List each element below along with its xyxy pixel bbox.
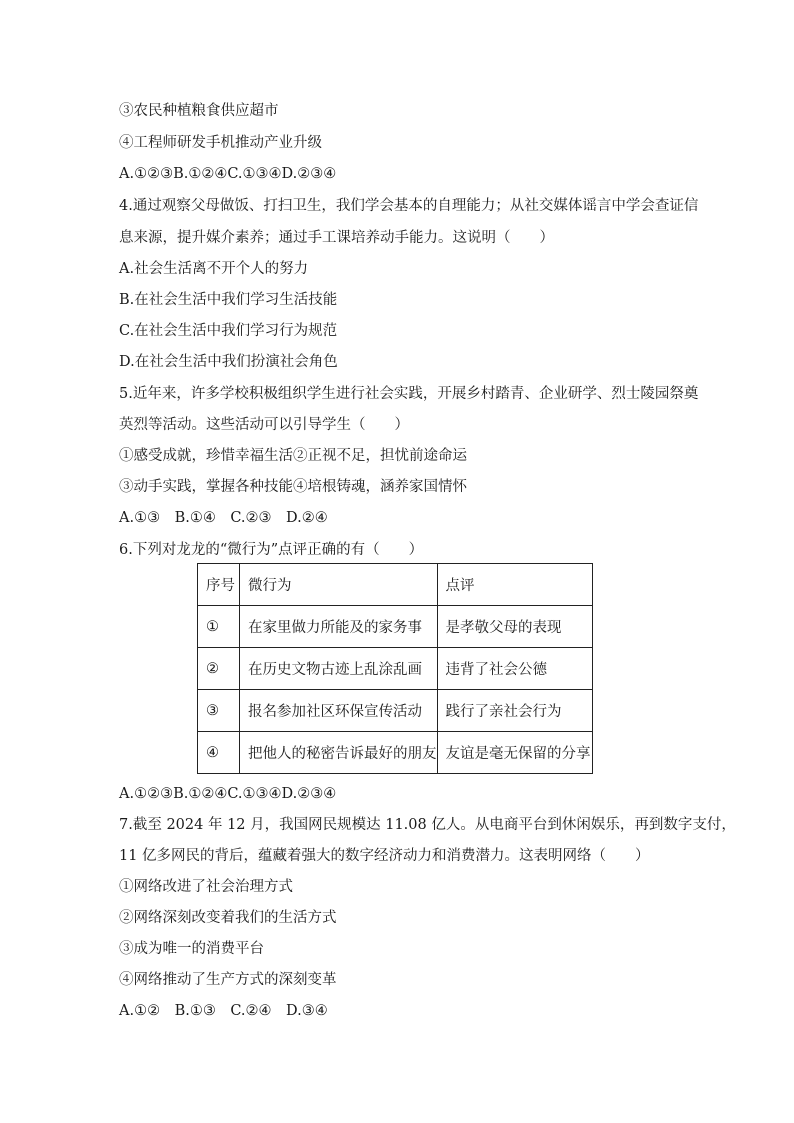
q5-statements-1-2: ①感受成就，珍惜幸福生活②正视不足，担忧前途命运 [119, 448, 467, 464]
table-row [198, 690, 593, 732]
option-line-4: ④工程师研发手机推动产业升级 [119, 135, 322, 151]
table-cell: 在历史文物古迹上乱涂乱画 [240, 648, 438, 690]
table-cell: ① [198, 606, 240, 648]
table-cell: 践行了亲社会行为 [437, 690, 592, 732]
q4-option-a: A.社会生活离不开个人的努力 [119, 261, 309, 277]
table-cell: 报名参加社区环保宣传活动 [240, 690, 438, 732]
table-cell: 违背了社会公德 [437, 648, 592, 690]
table-row [198, 648, 593, 690]
q7-statement-1: ①网络改进了社会治理方式 [119, 879, 293, 895]
table-cell: ② [198, 648, 240, 690]
question-4-stem-line1: 4.通过观察父母做饭、打扫卫生，我们学会基本的自理能力；从社交媒体谣言中学会查证信 [119, 198, 699, 214]
question-4-stem-line2: 息来源，提升媒介素养；通过手工课培养动手能力。这说明（ ） [119, 230, 554, 246]
q7-statement-3: ③成为唯一的消费平台 [119, 941, 264, 957]
question-7-stem-line2: 11 亿多网民的背后，蕴藏着强大的数字经济动力和消费潜力。这表明网络（ ） [119, 848, 650, 864]
table-cell: 友谊是毫无保留的分享 [437, 732, 592, 774]
q4-option-d: D.在社会生活中我们扮演社会角色 [119, 354, 338, 370]
question-7-stem-line1: 7.截至 2024 年 12 月，我国网民规模达 11.08 亿人。从电商平台到休闲娱乐，再到数字支付， [119, 817, 736, 833]
table-cell: 在家里做力所能及的家务事 [240, 606, 438, 648]
question-6-stem: 6.下列对龙龙的“微行为”点评正确的有（ ） [119, 542, 424, 558]
q5-statements-3-4: ③动手实践，掌握各种技能④培根铸魂，涵养家国情怀 [119, 479, 467, 495]
answer-choices-q5: A.①③ B.①④ C.②③ D.②④ [119, 510, 328, 526]
table-cell: ③ [198, 690, 240, 732]
q4-option-c: C.在社会生活中我们学习行为规范 [119, 323, 338, 339]
table-row [198, 732, 593, 774]
answer-choices-q6: A.①②③B.①②④C.①③④D.②③④ [119, 786, 337, 802]
table-header-cell: 微行为 [240, 564, 438, 606]
q7-statement-2: ②网络深刻改变着我们的生活方式 [119, 910, 337, 926]
table-row [198, 606, 593, 648]
table-cell: 是孝敬父母的表现 [437, 606, 592, 648]
question-5-stem-line1: 5.近年来，许多学校积极组织学生进行社会实践，开展乡村踏青、企业研学、烈士陵园祭奠 [119, 386, 699, 402]
table-cell: 把他人的秘密告诉最好的朋友 [240, 732, 438, 774]
option-line-3: ③农民种植粮食供应超市 [119, 103, 279, 119]
table-header-cell: 序号 [198, 564, 240, 606]
answer-choices-q7: A.①② B.①③ C.②④ D.③④ [119, 1003, 328, 1019]
micro-behavior-table [197, 563, 593, 774]
answer-choices-q3: A.①②③B.①②④C.①③④D.②③④ [119, 166, 337, 182]
table-header-cell: 点评 [437, 564, 592, 606]
q7-statement-4: ④网络推动了生产方式的深刻变革 [119, 972, 337, 988]
q4-option-b: B.在社会生活中我们学习生活技能 [119, 292, 338, 308]
question-5-stem-line2: 英烈等活动。这些活动可以引导学生（ ） [119, 417, 409, 433]
table-header-row [198, 564, 593, 606]
table-cell: ④ [198, 732, 240, 774]
